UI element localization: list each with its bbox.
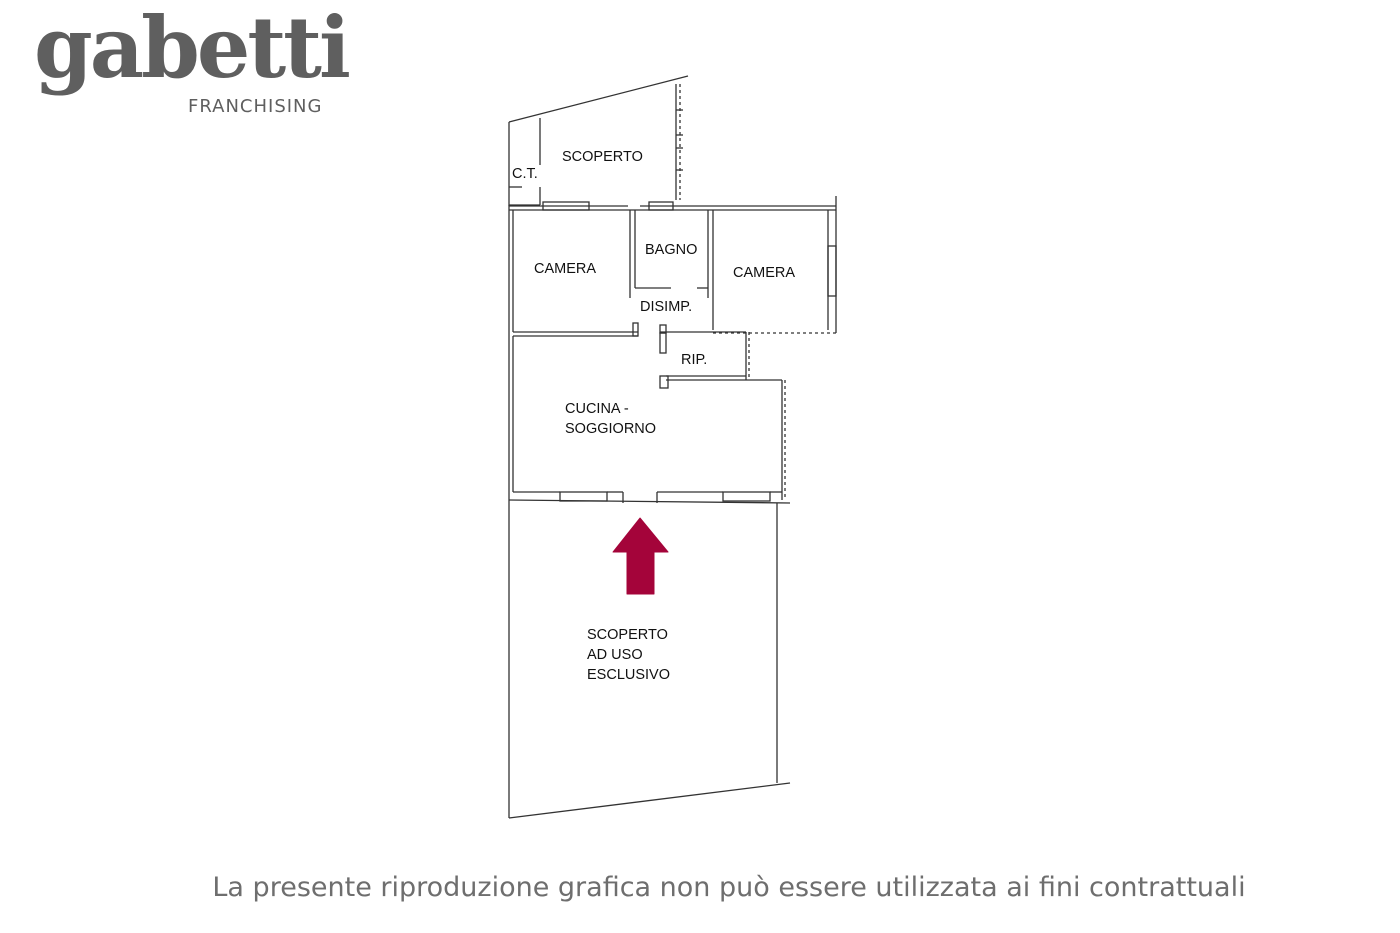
room-label-scoperto-top: SCOPERTO bbox=[562, 149, 643, 165]
logo-subtitle: FRANCHISING bbox=[188, 96, 323, 117]
room-label-rip: RIP. bbox=[681, 352, 708, 368]
disclaimer-text: La presente riproduzione grafica non può essere utilizzata ai fini contrattuali bbox=[212, 872, 1246, 903]
plan-walls bbox=[509, 76, 836, 818]
room-label-disimp: DISIMP. bbox=[640, 299, 693, 315]
room-label-scoperto-line2: AD USO bbox=[587, 647, 643, 663]
entrance-arrow-icon bbox=[613, 518, 668, 594]
room-label-ct: C.T. bbox=[512, 166, 538, 182]
room-label-camera-right: CAMERA bbox=[733, 265, 796, 281]
room-label-cucina-line2: SOGGIORNO bbox=[565, 421, 657, 437]
logo-wordmark: gabetti bbox=[34, 0, 348, 97]
room-label-scoperto-line3: ESCLUSIVO bbox=[587, 667, 670, 683]
room-label-camera-left: CAMERA bbox=[534, 261, 597, 277]
room-label-scoperto-line1: SCOPERTO bbox=[587, 627, 668, 643]
room-label-bagno: BAGNO bbox=[645, 242, 698, 258]
room-label-cucina-line1: CUCINA - bbox=[565, 401, 629, 417]
